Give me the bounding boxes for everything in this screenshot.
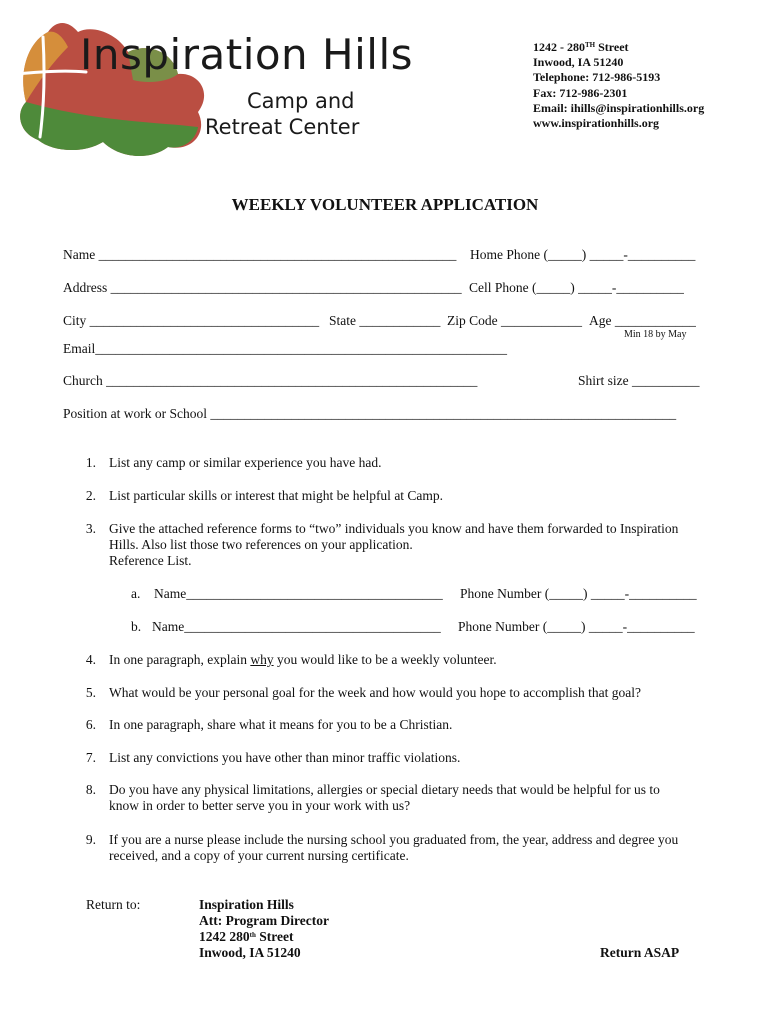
question-number: 5. [85, 685, 96, 700]
reference-a-name-field[interactable]: Name______________________________________ [154, 586, 443, 601]
reference-b-name-field[interactable]: Name______________________________________ [152, 619, 441, 634]
question-number: 8. [85, 782, 96, 797]
contact-address: 1242 - 280TH Street [533, 40, 629, 54]
cell-phone-field[interactable]: Cell Phone (_____) _____-__________ [469, 280, 684, 295]
position-field[interactable]: Position at work or School _____________________________________________________________________ [63, 406, 677, 421]
question-number: 1. [85, 455, 96, 470]
question-number: 7. [85, 750, 96, 765]
contact-telephone: Telephone: 712-986-5193 [533, 70, 661, 85]
logo-title: Inspiration Hills [80, 30, 413, 79]
question-5: What would be your personal goal for the week and how would you hope to accomplish that goal? [109, 685, 641, 700]
question-3-line-2: Hills. Also list those two references on your application. [109, 537, 413, 552]
question-number: 9. [85, 832, 96, 847]
question-8-line-1: Do you have any physical limitations, allergies or special dietary needs that would be helpful for us to [109, 782, 660, 797]
question-3-line-1: Give the attached reference forms to “two” individuals you know and have them forwarded to Inspiration [109, 521, 679, 536]
return-city: Inwood, IA 51240 [199, 945, 301, 960]
zip-field[interactable]: Zip Code ____________ [447, 313, 582, 328]
form-title: WEEKLY VOLUNTEER APPLICATION [231, 195, 539, 214]
shirt-size-field[interactable]: Shirt size __________ [578, 373, 700, 388]
name-field[interactable]: Name _____________________________________________________ [63, 247, 457, 262]
question-6: In one paragraph, share what it means for you to be a Christian. [109, 717, 453, 732]
reference-a-letter: a. [131, 586, 141, 601]
email-field[interactable]: Email_____________________________________________________________ [63, 341, 507, 356]
question-number: 4. [85, 652, 96, 667]
question-7: List any convictions you have other than minor traffic violations. [109, 750, 461, 765]
reference-a-phone-field[interactable]: Phone Number (_____) _____-__________ [460, 586, 697, 601]
contact-website[interactable]: www.inspirationhills.org [533, 115, 660, 130]
reference-b-phone-field[interactable]: Phone Number (_____) _____-__________ [458, 619, 695, 634]
question-3-line-3: Reference List. [109, 553, 192, 568]
question-2: List particular skills or interest that might be helpful at Camp. [109, 488, 444, 503]
logo-subtitle-2: Retreat Center [205, 115, 360, 139]
question-number: 2. [85, 488, 96, 503]
logo-subtitle-1: Camp and [247, 89, 355, 113]
reference-b-letter: b. [131, 619, 142, 634]
return-asap: Return ASAP [600, 945, 680, 960]
contact-block [533, 40, 704, 131]
question-4: In one paragraph, explain why you would like to be a weekly volunteer. [109, 652, 497, 667]
age-field[interactable]: Age ____________ [589, 313, 696, 328]
question-9-line-2: received, and a copy of your current nursing certificate. [109, 848, 409, 863]
contact-fax: Fax: 712-986-2301 [533, 85, 628, 100]
return-street: 1242 280th Street [199, 929, 294, 944]
city-field[interactable]: City __________________________________ [63, 313, 320, 328]
age-note: Min 18 by May [624, 329, 687, 340]
address-field[interactable]: Address ____________________________________________________ [63, 280, 462, 295]
question-number: 6. [85, 717, 96, 732]
question-number: 3. [85, 521, 96, 536]
contact-email[interactable]: Email: ihills@inspirationhills.org [533, 100, 705, 115]
return-org: Inspiration Hills [199, 897, 294, 912]
return-label: Return to: [86, 897, 141, 912]
question-9-line-1: If you are a nurse please include the nursing school you graduated from, the year, address and degree you [109, 832, 679, 847]
home-phone-field[interactable]: Home Phone (_____) _____-__________ [470, 247, 696, 262]
question-1: List any camp or similar experience you have had. [109, 455, 382, 470]
church-field[interactable]: Church _______________________________________________________ [63, 373, 478, 388]
return-attn: Att: Program Director [199, 913, 329, 928]
state-field[interactable]: State ____________ [329, 313, 441, 328]
contact-city: Inwood, IA 51240 [533, 55, 624, 70]
question-8-line-2: know in order to better serve you in your work with us? [109, 798, 411, 813]
